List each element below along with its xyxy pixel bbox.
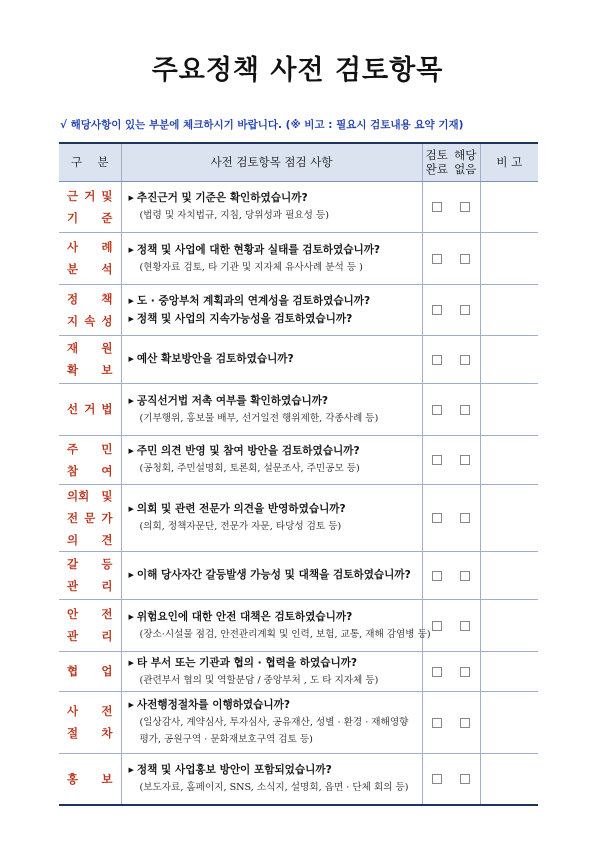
table-row bbox=[59, 551, 538, 599]
header-category-char-1: 구 bbox=[71, 155, 83, 170]
not-applicable-cell bbox=[451, 232, 480, 284]
bullet-triangle-icon: ▶ bbox=[128, 658, 134, 667]
bullet-triangle-icon: ▶ bbox=[128, 766, 134, 775]
question-text: 이해 당사자간 갈등발생 가능성 및 대책을 검토하였습니까? bbox=[136, 569, 411, 581]
remarks-cell[interactable] bbox=[480, 435, 538, 484]
bullet-triangle-icon: ▶ bbox=[128, 355, 134, 363]
check-note: (공청회, 주민설명회, 토론회, 설문조사, 주민공모 등) bbox=[139, 463, 360, 474]
category-line: 협 업 bbox=[67, 664, 113, 678]
header-done-line-2: 완료 bbox=[425, 162, 448, 177]
remarks-cell[interactable] bbox=[480, 284, 538, 335]
not-applicable-checkbox[interactable] bbox=[460, 455, 470, 465]
remarks-cell[interactable] bbox=[480, 651, 538, 691]
table-row bbox=[59, 284, 538, 335]
question-text: 사전행정절차를 이행하였습니까? bbox=[136, 699, 290, 711]
category-line: 의회 및 bbox=[67, 488, 113, 503]
not-applicable-checkbox[interactable] bbox=[460, 202, 470, 212]
row-category bbox=[59, 383, 121, 435]
not-applicable-checkbox[interactable] bbox=[460, 405, 470, 415]
not-applicable-checkbox[interactable] bbox=[460, 355, 470, 365]
table-row bbox=[59, 753, 538, 805]
header-none-line-2: 없음 bbox=[454, 162, 477, 177]
row-check-items bbox=[121, 551, 422, 599]
not-applicable-checkbox[interactable] bbox=[460, 774, 470, 784]
bullet-triangle-icon: ▶ bbox=[128, 396, 134, 405]
row-check-items bbox=[121, 232, 422, 284]
checklist-body bbox=[59, 181, 538, 805]
table-row bbox=[59, 691, 538, 753]
row-category bbox=[59, 181, 121, 232]
check-question bbox=[129, 696, 422, 714]
row-check-items bbox=[121, 383, 422, 435]
question-text: 도 · 중앙부처 계획과의 연계성을 검토하였습니까? bbox=[136, 294, 371, 307]
category-line: 절 차 bbox=[67, 726, 113, 740]
table-row bbox=[59, 181, 538, 232]
bullet-triangle-icon: ▶ bbox=[128, 571, 134, 579]
category-line: 안 전 bbox=[67, 607, 113, 621]
remarks-cell[interactable] bbox=[480, 691, 538, 753]
check-question bbox=[129, 442, 422, 460]
review-done-cell bbox=[422, 335, 451, 383]
question-text: 예산 확보방안을 검토하였습니까? bbox=[136, 353, 294, 365]
bullet-triangle-icon: ▶ bbox=[128, 701, 134, 709]
category-line: 사 례 bbox=[67, 240, 113, 254]
review-done-cell bbox=[422, 435, 451, 484]
table-row bbox=[59, 599, 538, 651]
review-done-checkbox[interactable] bbox=[432, 305, 442, 315]
row-check-items bbox=[121, 435, 422, 484]
row-check-items bbox=[121, 599, 431, 651]
bullet-triangle-icon: ▶ bbox=[128, 612, 134, 621]
not-applicable-cell bbox=[451, 284, 480, 335]
check-note: (법령 및 자치법규, 지침, 당위성과 필요성 등) bbox=[139, 210, 329, 221]
check-question bbox=[129, 654, 422, 672]
category-line: 관 리 bbox=[67, 579, 113, 593]
check-note: (일상감사, 계약심사, 투자심사, 공유재산, 성별 · 환경 · 재해영향평가, 공원구역 · 문화재보호구역 검토 등) bbox=[139, 717, 409, 745]
check-note: (장소·시설물 점검, 안전관리계획 및 인력, 보험, 교통, 재해 감염병 등) bbox=[139, 628, 431, 640]
question-text: 위험요인에 대한 안전 대책은 검토하였습니까? bbox=[136, 610, 353, 623]
row-category bbox=[59, 691, 121, 753]
table-header-row bbox=[59, 143, 538, 181]
not-applicable-cell bbox=[451, 181, 480, 232]
not-applicable-cell bbox=[451, 551, 480, 599]
row-category bbox=[59, 753, 121, 805]
category-line: 분 석 bbox=[67, 262, 113, 276]
header-category-char-2: 분 bbox=[97, 155, 109, 170]
review-done-cell bbox=[422, 383, 451, 435]
check-question bbox=[129, 566, 422, 584]
category-line: 전 문 가 bbox=[67, 510, 113, 525]
row-category bbox=[59, 551, 121, 599]
review-done-checkbox[interactable] bbox=[432, 355, 442, 365]
header-none-line-1: 해당 bbox=[454, 148, 477, 163]
review-done-checkbox[interactable] bbox=[432, 774, 442, 784]
not-applicable-cell bbox=[451, 484, 480, 551]
category-line: 의 견 bbox=[67, 532, 113, 547]
table-row bbox=[59, 435, 538, 484]
remarks-cell[interactable] bbox=[480, 181, 538, 232]
page-title: 주요정책 사전 검토항목 bbox=[151, 55, 444, 86]
check-question bbox=[129, 189, 422, 207]
category-line: 사 전 bbox=[67, 704, 113, 718]
header-category bbox=[59, 143, 121, 181]
not-applicable-cell bbox=[451, 691, 480, 753]
remarks-cell[interactable] bbox=[480, 753, 538, 805]
row-check-items bbox=[121, 484, 422, 551]
row-category bbox=[59, 284, 121, 335]
check-question bbox=[129, 292, 422, 310]
review-done-cell bbox=[422, 284, 451, 335]
question-text: 추진근거 및 기준은 확인하였습니까? bbox=[136, 192, 308, 204]
category-line: 지 속 성 bbox=[67, 313, 113, 328]
review-done-checkbox[interactable] bbox=[432, 202, 442, 212]
category-line: 확 보 bbox=[67, 363, 113, 377]
bullet-triangle-icon: ▶ bbox=[128, 296, 134, 305]
review-done-checkbox[interactable] bbox=[432, 621, 442, 631]
row-check-items bbox=[121, 753, 422, 805]
check-note: (관련부서 협의 및 역할분담 / 중앙부처 , 도 타 지자체 등) bbox=[139, 674, 379, 686]
review-done-cell bbox=[422, 484, 451, 551]
category-line: 선 거 법 bbox=[67, 402, 113, 416]
table-row bbox=[59, 651, 538, 691]
row-check-items bbox=[121, 284, 422, 335]
bullet-triangle-icon: ▶ bbox=[128, 447, 134, 455]
question-text: 주민 의견 반영 및 참여 방안을 검토하였습니까? bbox=[136, 445, 360, 457]
row-check-items bbox=[121, 691, 422, 753]
not-applicable-cell bbox=[451, 651, 480, 691]
remarks-cell[interactable] bbox=[480, 484, 538, 551]
row-check-items bbox=[121, 181, 422, 232]
category-line: 기 준 bbox=[67, 210, 113, 225]
question-text: 공직선거법 저촉 여부를 확인하였습니까? bbox=[136, 394, 329, 407]
not-applicable-cell bbox=[451, 753, 480, 805]
category-line: 갈 등 bbox=[67, 557, 113, 571]
check-instruction: √ 해당사항이 있는 부분에 체크하시기 바랍니다. (※ 비고 : 필요시 검토내용 요약 기재) bbox=[60, 119, 464, 131]
review-done-cell bbox=[422, 753, 451, 805]
category-line: 참 여 bbox=[67, 463, 113, 478]
row-category bbox=[59, 232, 121, 284]
review-done-checkbox[interactable] bbox=[432, 667, 442, 677]
row-category bbox=[59, 435, 121, 484]
review-done-cell bbox=[422, 232, 451, 284]
not-applicable-checkbox[interactable] bbox=[460, 305, 470, 315]
question-text: 정책 및 사업에 대한 현황과 실태를 검토하였습니까? bbox=[136, 243, 381, 256]
bullet-triangle-icon: ▶ bbox=[128, 245, 134, 254]
review-done-cell bbox=[422, 651, 451, 691]
not-applicable-cell bbox=[451, 383, 480, 435]
category-line: 주 민 bbox=[67, 441, 113, 456]
review-done-checkbox[interactable] bbox=[432, 513, 442, 523]
check-question bbox=[129, 392, 422, 410]
not-applicable-checkbox[interactable] bbox=[460, 513, 470, 523]
table-row bbox=[59, 383, 538, 435]
not-applicable-cell bbox=[451, 435, 480, 484]
not-applicable-checkbox[interactable] bbox=[460, 571, 470, 581]
check-note: (보도자료, 홈페이지, SNS, 소식지, 설명회, 읍면 · 단체 회의 등) bbox=[139, 782, 409, 794]
row-check-items bbox=[121, 335, 422, 383]
review-done-checkbox[interactable] bbox=[432, 405, 442, 415]
review-done-cell bbox=[422, 551, 451, 599]
remarks-cell[interactable] bbox=[480, 551, 538, 599]
question-text: 의회 및 관련 전문가 의견을 반영하였습니까? bbox=[136, 503, 346, 515]
bullet-triangle-icon: ▶ bbox=[128, 194, 134, 202]
table-row bbox=[59, 484, 538, 551]
category-line: 홍 보 bbox=[67, 771, 113, 786]
question-text: 정책 및 사업홍보 방안이 포함되었습니까? bbox=[136, 764, 332, 777]
check-question bbox=[129, 350, 422, 368]
category-line: 근 거 및 bbox=[67, 188, 113, 203]
header-items: 사전 검토항목 점검 사항 bbox=[121, 143, 422, 181]
header-done-line-1: 검토 bbox=[425, 148, 448, 163]
not-applicable-checkbox[interactable] bbox=[460, 254, 470, 264]
check-question bbox=[129, 608, 422, 626]
question-text: 타 부서 또는 기관과 협의 · 협력을 하였습니까? bbox=[136, 656, 358, 669]
header-remarks: 비 고 bbox=[480, 143, 538, 181]
not-applicable-cell bbox=[451, 335, 480, 383]
review-done-cell bbox=[422, 691, 451, 753]
category-line: 관 리 bbox=[67, 629, 113, 643]
check-note: (현황자료 검토, 타 기관 및 지자체 유사사례 분석 등 ) bbox=[139, 261, 363, 273]
remarks-cell[interactable] bbox=[480, 599, 538, 651]
not-applicable-checkbox[interactable] bbox=[460, 718, 470, 728]
header-review-done bbox=[422, 143, 451, 181]
row-category bbox=[59, 335, 121, 383]
header-not-applicable bbox=[451, 143, 480, 181]
check-question bbox=[129, 310, 422, 328]
not-applicable-cell bbox=[451, 599, 480, 651]
check-question bbox=[129, 241, 422, 259]
question-text: 정책 및 사업의 지속가능성을 검토하였습니까? bbox=[136, 312, 353, 325]
not-applicable-checkbox[interactable] bbox=[460, 621, 470, 631]
remarks-cell[interactable] bbox=[480, 335, 538, 383]
table-row bbox=[59, 232, 538, 284]
review-done-checkbox[interactable] bbox=[432, 718, 442, 728]
review-checklist-table bbox=[59, 142, 538, 806]
remarks-cell[interactable] bbox=[480, 383, 538, 435]
bullet-triangle-icon: ▶ bbox=[128, 314, 134, 323]
row-category bbox=[59, 599, 121, 651]
row-category bbox=[59, 651, 121, 691]
review-done-checkbox[interactable] bbox=[432, 254, 442, 264]
review-done-checkbox[interactable] bbox=[432, 571, 442, 581]
check-question bbox=[129, 500, 422, 518]
check-question bbox=[129, 761, 422, 779]
category-line: 재 원 bbox=[67, 341, 113, 355]
table-row bbox=[59, 335, 538, 383]
row-check-items bbox=[121, 651, 422, 691]
review-done-cell bbox=[422, 181, 451, 232]
row-category bbox=[59, 484, 121, 551]
check-note: (의회, 정책자문단, 전문가 자문, 타당성 검토 등) bbox=[139, 521, 342, 532]
bullet-triangle-icon: ▶ bbox=[128, 505, 134, 513]
not-applicable-checkbox[interactable] bbox=[460, 667, 470, 677]
review-done-checkbox[interactable] bbox=[432, 455, 442, 465]
category-line: 정 책 bbox=[67, 291, 113, 306]
remarks-cell[interactable] bbox=[480, 232, 538, 284]
check-note: (기부행위, 홍보물 배부, 선거일전 행위제한, 각종사례 등) bbox=[139, 412, 379, 424]
